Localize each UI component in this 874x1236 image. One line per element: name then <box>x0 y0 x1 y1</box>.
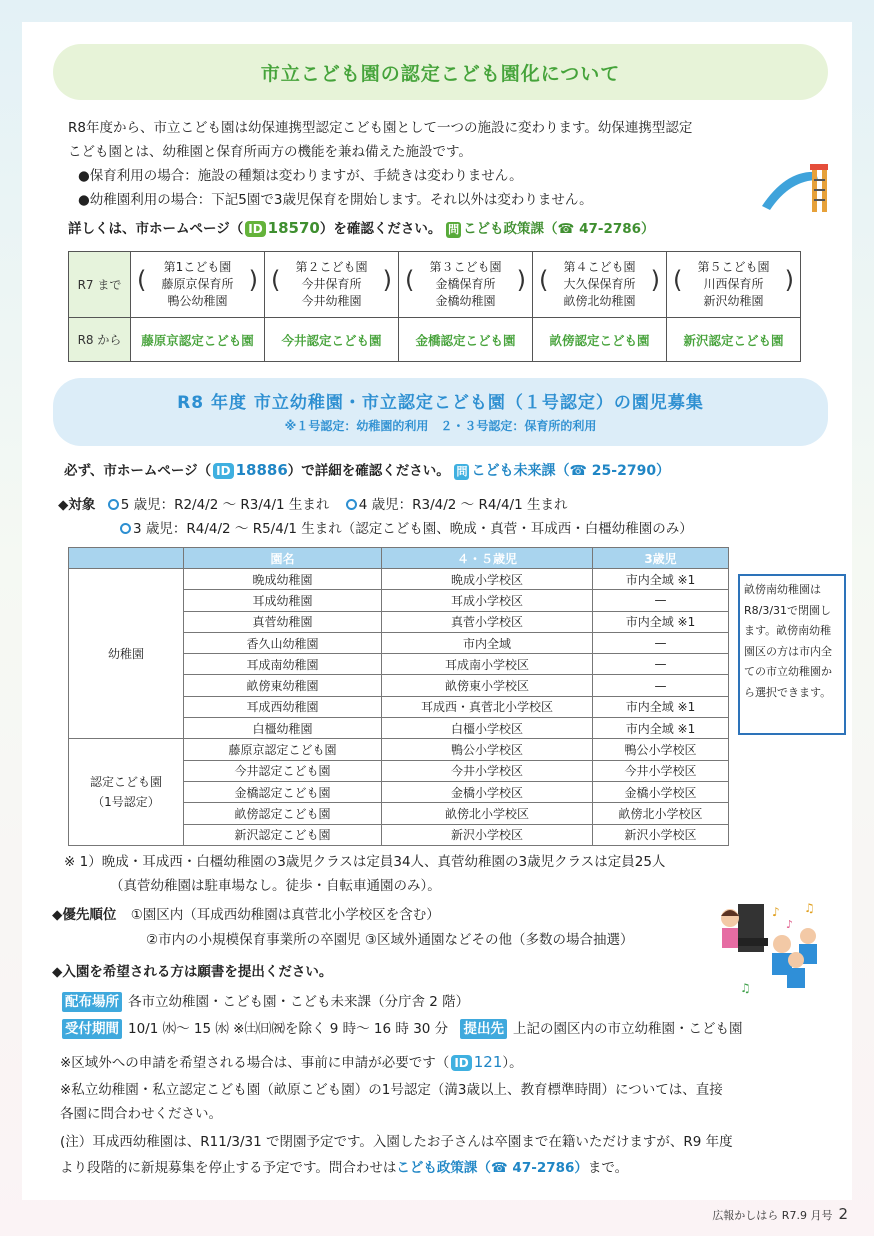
svg-text:♫: ♫ <box>740 981 751 995</box>
area-45-cell: 畝傍東小学校区 <box>382 675 593 696</box>
section-title-recruit <box>53 378 828 446</box>
apply-dist <box>62 990 469 1014</box>
school-name-cell: 白橿幼稚園 <box>184 718 382 739</box>
svg-text:♪: ♪ <box>772 905 780 919</box>
detail-post: ）を確認ください。 <box>319 221 442 237</box>
area-45-cell: 金橋小学校区 <box>382 781 593 802</box>
target-label: ◆対象 <box>58 497 96 513</box>
area-3-cell: 鴨公小学校区 <box>593 739 729 760</box>
children-music-illustration <box>712 898 828 998</box>
area-45-cell: 耳成小学校区 <box>382 590 593 611</box>
group-cell <box>69 739 184 845</box>
new-name-cell: 畝傍認定こども園 <box>533 318 667 362</box>
section-title-kodomoen: 市立こども園の認定こども園化について <box>53 44 828 100</box>
target-row1 <box>58 493 567 517</box>
transition-cell: 第４こども園 ( 大久保保育所 畝傍北幼稚園 ) <box>533 252 667 318</box>
svg-text:♫: ♫ <box>804 901 815 915</box>
note2b: 各園に問合わせください。 <box>60 1106 222 1122</box>
submit-tag: 提出先 <box>460 1019 507 1039</box>
row-label-r7: R7 まで <box>69 252 131 318</box>
transition-cell: 第５こども園 ( 川西保育所 新沢幼稚園 ) <box>667 252 801 318</box>
area-45-cell: 鴨公小学校区 <box>382 739 593 760</box>
transition-cell: 第３こども園 ( 金橋保育所 金橋幼稚園 ) <box>399 252 533 318</box>
page-number: 2 <box>838 1205 848 1223</box>
school-name-cell: 畝傍認定こども園 <box>184 803 382 824</box>
page-footer <box>712 1205 848 1223</box>
ring-icon <box>108 499 119 510</box>
group-label: 認定こども園 <box>89 775 162 790</box>
note2a: ※私立幼稚園・私立認定こども園（畝原こども園）の1号認定（満3歳以上、教育標準時間）については、直接 <box>60 1082 723 1098</box>
school-name-cell: 藤原京認定こども園 <box>184 739 382 760</box>
area-3-cell: 金橋小学校区 <box>593 781 729 802</box>
contact-kodomo-seisaku: こども政策課（☎ 47-2786） <box>396 1160 588 1176</box>
slide-illustration <box>756 160 828 216</box>
contact-kodomo-mirai: こども未来課（☎ 25-2790） <box>471 463 671 479</box>
must-post: ）で詳細を確認ください。 <box>287 463 450 479</box>
priority-row1 <box>52 903 440 927</box>
recruit-title: R8 年度 市立幼稚園・市立認定こども園（１号認定）の園児募集 <box>177 393 704 413</box>
area-3-cell: 今井小学校区 <box>593 760 729 781</box>
note3b <box>60 1156 628 1180</box>
submit-text: 上記の園区内の市立幼稚園・こども園 <box>512 1021 743 1037</box>
school-name-cell: 耳成南幼稚園 <box>184 654 382 675</box>
period-text: 10/1 ㈬〜 15 ㈬ ※㈯㈰㈷を除く 9 時〜 16 時 30 分 <box>128 1021 449 1037</box>
area-3-cell: 市内全域 ※1 <box>593 718 729 739</box>
ring-icon <box>120 523 131 534</box>
ring-icon <box>346 499 357 510</box>
note3b-pre: より段階的に新規募集を停止する予定です。問合わせは <box>60 1160 397 1176</box>
school-name-cell: 新沢認定こども園 <box>184 824 382 845</box>
id-number[interactable]: 121 <box>473 1053 503 1071</box>
id-number[interactable]: 18570 <box>267 219 320 237</box>
transition-cell: 第1こども園 ( 藤原京保育所 鴨公幼稚園 ) <box>131 252 265 318</box>
school-name-cell: 金橋認定こども園 <box>184 781 382 802</box>
inquiry-icon: 問 <box>448 223 460 236</box>
target-3yo: 3 歳児：R4/4/2 〜 R5/4/1 生まれ（認定こども園、晩成・真菅・耳成西・白橿幼稚園のみ） <box>133 521 693 537</box>
id-icon: ID <box>213 463 233 479</box>
inquiry-icon: 問 <box>456 465 468 478</box>
publication-name: 広報かしはら R7.9 月号 <box>712 1209 833 1222</box>
target-5yo: 5 歳児：R2/4/2 〜 R3/4/1 生まれ <box>120 497 330 513</box>
school-name-cell: 晩成幼稚園 <box>184 569 382 590</box>
area-3-cell: 新沢小学校区 <box>593 824 729 845</box>
apply-heading: ◆入園を希望される方は願書を提出ください。 <box>52 964 333 980</box>
new-name-cell: 藤原京認定こども園 <box>131 318 265 362</box>
area-45-cell: 白橿小学校区 <box>382 718 593 739</box>
priority-item2: ②市内の小規模保育事業所の卒園児 ③区域外通園などその他（多数の場合抽選） <box>146 932 634 948</box>
area-45-cell: 耳成西・真菅北小学校区 <box>382 696 593 717</box>
col-header: ４・５歳児 <box>382 548 593 569</box>
school-table <box>68 547 729 846</box>
area-3-cell: 市内全域 ※1 <box>593 696 729 717</box>
note1-pre: ※区域外への申請を希望される場合は、事前に申請が必要です（ <box>60 1055 450 1071</box>
period-tag: 受付期間 <box>62 1019 122 1039</box>
note1 <box>60 1050 523 1075</box>
target-row2 <box>120 517 693 541</box>
school-name-cell: 畝傍東幼稚園 <box>184 675 382 696</box>
new-name-cell: 新沢認定こども園 <box>667 318 801 362</box>
intro-bullet1: ●保育利用の場合：施設の種類は変わりますが、手続きは変わりません。 <box>78 168 523 184</box>
target-4yo: 4 歳児：R3/4/2 〜 R4/4/1 生まれ <box>358 497 568 513</box>
contact-kodomo-seisaku: こども政策課（☎ 47-2786） <box>463 221 655 237</box>
apply-period <box>62 1017 742 1041</box>
footnote1: ※ 1）晩成・耳成西・白橿幼稚園の3歳児クラスは定員34人、真菅幼稚園の3歳児クラスは定員25人 <box>64 854 666 870</box>
side-note: 畝傍南幼稚園はR8/3/31で閉園します。畝傍南幼稚園区の方は市内全ての市立幼稚園から選択できます。 <box>738 574 846 735</box>
dist-tag: 配布場所 <box>62 992 122 1012</box>
area-3-cell: — <box>593 654 729 675</box>
detail-pre: 詳しくは、市ホームページ（ <box>68 221 244 237</box>
school-name-cell: 耳成幼稚園 <box>184 590 382 611</box>
new-name-cell: 金橋認定こども園 <box>399 318 533 362</box>
recruit-must <box>64 458 670 483</box>
area-3-cell: — <box>593 590 729 611</box>
group-label: 幼稚園 <box>107 646 144 661</box>
note3a: (注）耳成西幼稚園は、R11/3/31 で閉園予定です。入園したお子さんは卒園まで在籍いただけますが、R9 年度 <box>60 1134 733 1150</box>
school-name-cell: 耳成西幼稚園 <box>184 696 382 717</box>
blank-header <box>69 548 184 569</box>
intro-line2: こども園とは、幼稚園と保育所両方の機能を兼ね備えた施設です。 <box>68 144 472 160</box>
intro-bullet2: ●幼稚園利用の場合：下記5園で3歳児保育を開始します。それ以外は変わりません。 <box>78 192 593 208</box>
svg-text:♪: ♪ <box>786 918 794 931</box>
school-name-cell: 真菅幼稚園 <box>184 611 382 632</box>
school-name-cell: 香久山幼稚園 <box>184 632 382 653</box>
must-pre: 必ず、市ホームページ（ <box>64 463 212 479</box>
table-row <box>69 739 729 760</box>
area-45-cell: 晩成小学校区 <box>382 569 593 590</box>
area-45-cell: 畝傍北小学校区 <box>382 803 593 824</box>
area-45-cell: 今井小学校区 <box>382 760 593 781</box>
area-45-cell: 真菅小学校区 <box>382 611 593 632</box>
school-name-cell: 今井認定こども園 <box>184 760 382 781</box>
dist-text: 各市立幼稚園・こども園・こども未来課（分庁舎 2 階） <box>128 994 470 1010</box>
area-3-cell: — <box>593 632 729 653</box>
col-header: 3歳児 <box>593 548 729 569</box>
footnote2: （真菅幼稚園は駐車場なし。徒歩・自転車通園のみ）。 <box>110 878 441 894</box>
new-name-cell: 今井認定こども園 <box>265 318 399 362</box>
area-45-cell: 市内全域 <box>382 632 593 653</box>
intro-detail <box>68 216 655 241</box>
group-sublabel: （1号認定） <box>92 795 160 810</box>
intro-line1: R8年度から、市立こども園は幼保連携型認定こども園として一つの施設に変わります。幼保連携型認定 <box>68 120 693 136</box>
priority-label: ◆優先順位 <box>52 907 117 923</box>
id-icon: ID <box>245 221 265 237</box>
row-label-r8: R8 から <box>69 318 131 362</box>
area-3-cell: 市内全域 ※1 <box>593 611 729 632</box>
area-45-cell: 新沢小学校区 <box>382 824 593 845</box>
id-number[interactable]: 18886 <box>235 461 288 479</box>
table-row <box>69 569 729 590</box>
col-header: 園名 <box>184 548 382 569</box>
transition-cell: 第２こども園 ( 今井保育所 今井幼稚園 ) <box>265 252 399 318</box>
recruit-subtitle: ※１号認定：幼稚園的利用 ２・３号認定：保育所的利用 <box>284 419 597 433</box>
transition-table <box>68 251 801 362</box>
area-3-cell: 市内全域 ※1 <box>593 569 729 590</box>
note3b-post: まで。 <box>587 1160 629 1176</box>
area-45-cell: 耳成南小学校区 <box>382 654 593 675</box>
priority-item1: ①園区内（耳成西幼稚園は真菅北小学校区を含む） <box>130 907 440 923</box>
note1-post: ）。 <box>502 1055 523 1071</box>
group-cell <box>69 569 184 739</box>
area-3-cell: 畝傍北小学校区 <box>593 803 729 824</box>
id-icon: ID <box>451 1055 471 1071</box>
area-3-cell: — <box>593 675 729 696</box>
